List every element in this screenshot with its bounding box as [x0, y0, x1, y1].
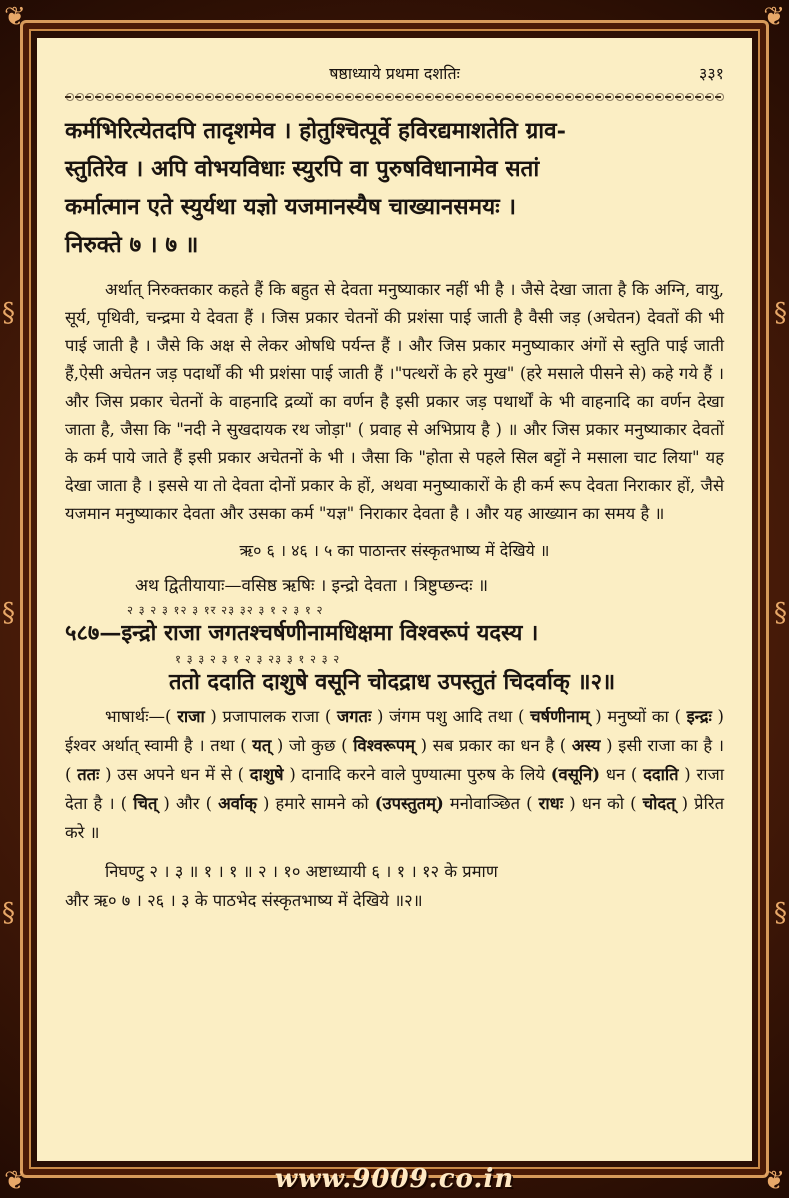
gloss-term: राधः [538, 794, 564, 813]
svara-marks: २ ३ २ ३ १२ ३ १र २३ ३२ ३ १ २ ३ १ २ [127, 603, 324, 617]
decorative-rule [65, 92, 724, 102]
gloss-text: ) मनुष्यों का ( [589, 707, 687, 726]
gloss-term: दाशुषे [249, 765, 284, 784]
mantra-line: ५८७—इन्द्रो राजा जगतश्चर्षणीनामधिक्षमा विश्वरूपं यदस्य । [65, 620, 539, 646]
sanskrit-line: स्तुतिरेव । अपि वोभयविधाः स्युरपि वा पुरुषविधानामेव सतां [65, 156, 540, 182]
gloss-text: ) इसी राजा का है । ( [65, 736, 725, 784]
reference-line: ऋ० ६ । ४६ । ५ का पाठान्तर संस्कृतभाष्य में देखिये ॥ [239, 541, 550, 560]
gloss-term: जगतः [337, 707, 372, 726]
side-ornament-icon: § [2, 598, 15, 628]
page-header [65, 54, 724, 86]
chapter-title: षष्ठाध्याये प्रथमा दशतिः [329, 64, 460, 83]
bhashartha-paragraph [65, 702, 724, 847]
gloss-text: ) दानादि करने वाले पुण्यात्मा पुरुष के लिये [283, 765, 551, 784]
sanskrit-quote [65, 112, 724, 264]
footnote-line: और ऋ० ७ । २६ । ३ के पाठभेद संस्कृतभाष्य में देखिये ॥२॥ [65, 891, 423, 910]
sanskrit-line: निरुक्ते ७ । ७ ॥ [65, 232, 199, 258]
hindi-explanation: अर्थात् निरुक्तकार कहते हैं कि बहुत से देवता मनुष्याकार नहीं भी है । जैसे देखा जाता है कि अग्नि, वायु, सूर्य, पृथिवी, चन्द्रमा ये देवता हैं । जिस प्रकार चेतनों की प्रशंसा पाई जाती है वैसी जड़ (अचेतन) देवतों की भी पाई जाती है । जैसे कि अक्ष से लेकर ओषधि पर्यन्त हैं । और जिस प्रकार मनुष्याकार अंगों से स्तुति पाई जाती हैं,ऐसी अचेतन जड़ पदार्थों की भी प्रशंसा पाई जाती हैं ।"पत्थरों के हरे मुख" (हरे मसाले पीसने से) कहे गये हैं । और जिस प्रकार चेतनों के वाहनादि द्रव्यों का वर्णन है इसी प्रकार जड़ पथार्थों के भी वाहनादि का वर्णन देखा जाता है, जैसा कि "नदी ने सुखदायक रथ जोड़ा" ( प्रवाह से अभिप्राय है ) ॥ और जिस प्रकार मनुष्याकार देवतों के कर्म पाये जाते हैं इसी प्रकार अचेतनों के भी । जैसा कि "होता से पहले सिल बट्टों ने मसाला चाट लिया" यह देखा जाता है । इससे या तो देवता दोनों प्रकार के हों, अथवा मनुष्याकारों के ही कर्म रूप देवता निराकार हों, जैसे यजमान मनुष्याकार देवता और उसका कर्म "यज्ञ" निराकार देवता है । और यह आख्यान का समय है ॥ [65, 280, 724, 523]
side-ornament-icon: § [2, 898, 15, 928]
gloss-term: यत् [252, 736, 272, 755]
gloss-text: ) प्रजापालक राजा ( [204, 707, 337, 726]
gloss-term: इन्द्रः [686, 707, 712, 726]
gloss-term: (उपस्तुतम्) [374, 794, 444, 813]
side-ornament-icon: § [774, 598, 787, 628]
svara-marks: १ ३ ३ २ ३ १ २ ३ २३ ३ १ २ ३ २ [175, 652, 341, 666]
gloss-text: भाषार्थः—( [105, 707, 178, 726]
gloss-term: चर्षणीनाम् [530, 707, 590, 726]
gloss-term: राजा [177, 707, 205, 726]
gloss-text: ) जंगम पशु आदि तथा ( [371, 707, 531, 726]
gloss-text: ) हमारे सामने को [256, 794, 375, 813]
gloss-text: ) उस अपने धन में से ( [99, 765, 250, 784]
mantra-block [65, 604, 724, 698]
corner-ornament-icon: ❦ [763, 2, 785, 32]
mantra-line: ततो ददाति दाशुषे वसूनि चोदद्राध उपस्तुतं चिदर्वाक् ॥२॥ [169, 669, 616, 695]
gloss-text: ) और ( [157, 794, 219, 813]
side-ornament-icon: § [774, 898, 787, 928]
gloss-text: ) धन को ( [563, 794, 643, 813]
corner-ornament-icon: ❦ [763, 1166, 785, 1196]
gloss-text: ) राजा देता है । ( [65, 765, 725, 813]
gloss-term: विश्वरूपम् [353, 736, 415, 755]
gloss-term: अस्य [571, 736, 601, 755]
sanskrit-line: कर्मभिरित्येतदपि तादृशमेव । होतुश्चित्पूर्वे हविरद्यमाशतेति ग्राव- [65, 118, 566, 144]
gloss-text: मनोवाञ्छित ( [443, 794, 539, 813]
gloss-text: धन ( [600, 765, 644, 784]
gloss-term: ददाति [643, 765, 679, 784]
gloss-text: ) सब प्रकार का धन है ( [414, 736, 572, 755]
website-watermark: www.9009.co.in [274, 1164, 515, 1194]
rishi-devata-line: अथ द्वितीयायाः—वसिष्ठ ऋषिः । इन्द्रो देवता । त्रिष्टुप्छन्दः ॥ [135, 576, 489, 596]
gloss-text: ) प्रेरित करे ॥ [65, 794, 724, 842]
gloss-term: चोदत् [642, 794, 676, 813]
gloss-term: (वसूनि) [550, 765, 601, 784]
side-ornament-icon: § [2, 298, 15, 328]
gloss-term: अर्वाक् [218, 794, 257, 813]
gloss-text: ) ईश्वर अर्थात् स्वामी है । तथा ( [65, 707, 724, 755]
gloss-term: चित् [133, 794, 158, 813]
page-number: ३३१ [699, 64, 724, 83]
side-ornament-icon: § [774, 298, 787, 328]
footnote-line: निघण्टु २ । ३ ॥ १ । १ ॥ २ । १० अष्टाध्यायी ६ । १ । १२ के प्रमाण [105, 862, 498, 881]
gloss-term: ततः [77, 765, 100, 784]
corner-ornament-icon: ❦ [4, 1166, 26, 1196]
footnote [65, 857, 724, 915]
sanskrit-line: कर्मात्मान एते स्युर्यथा यज्ञो यजमानस्यैष चाख्यानसमयः । [65, 194, 517, 220]
corner-ornament-icon: ❦ [4, 2, 26, 32]
book-page [37, 38, 752, 1161]
gloss-text: ) जो कुछ ( [271, 736, 354, 755]
